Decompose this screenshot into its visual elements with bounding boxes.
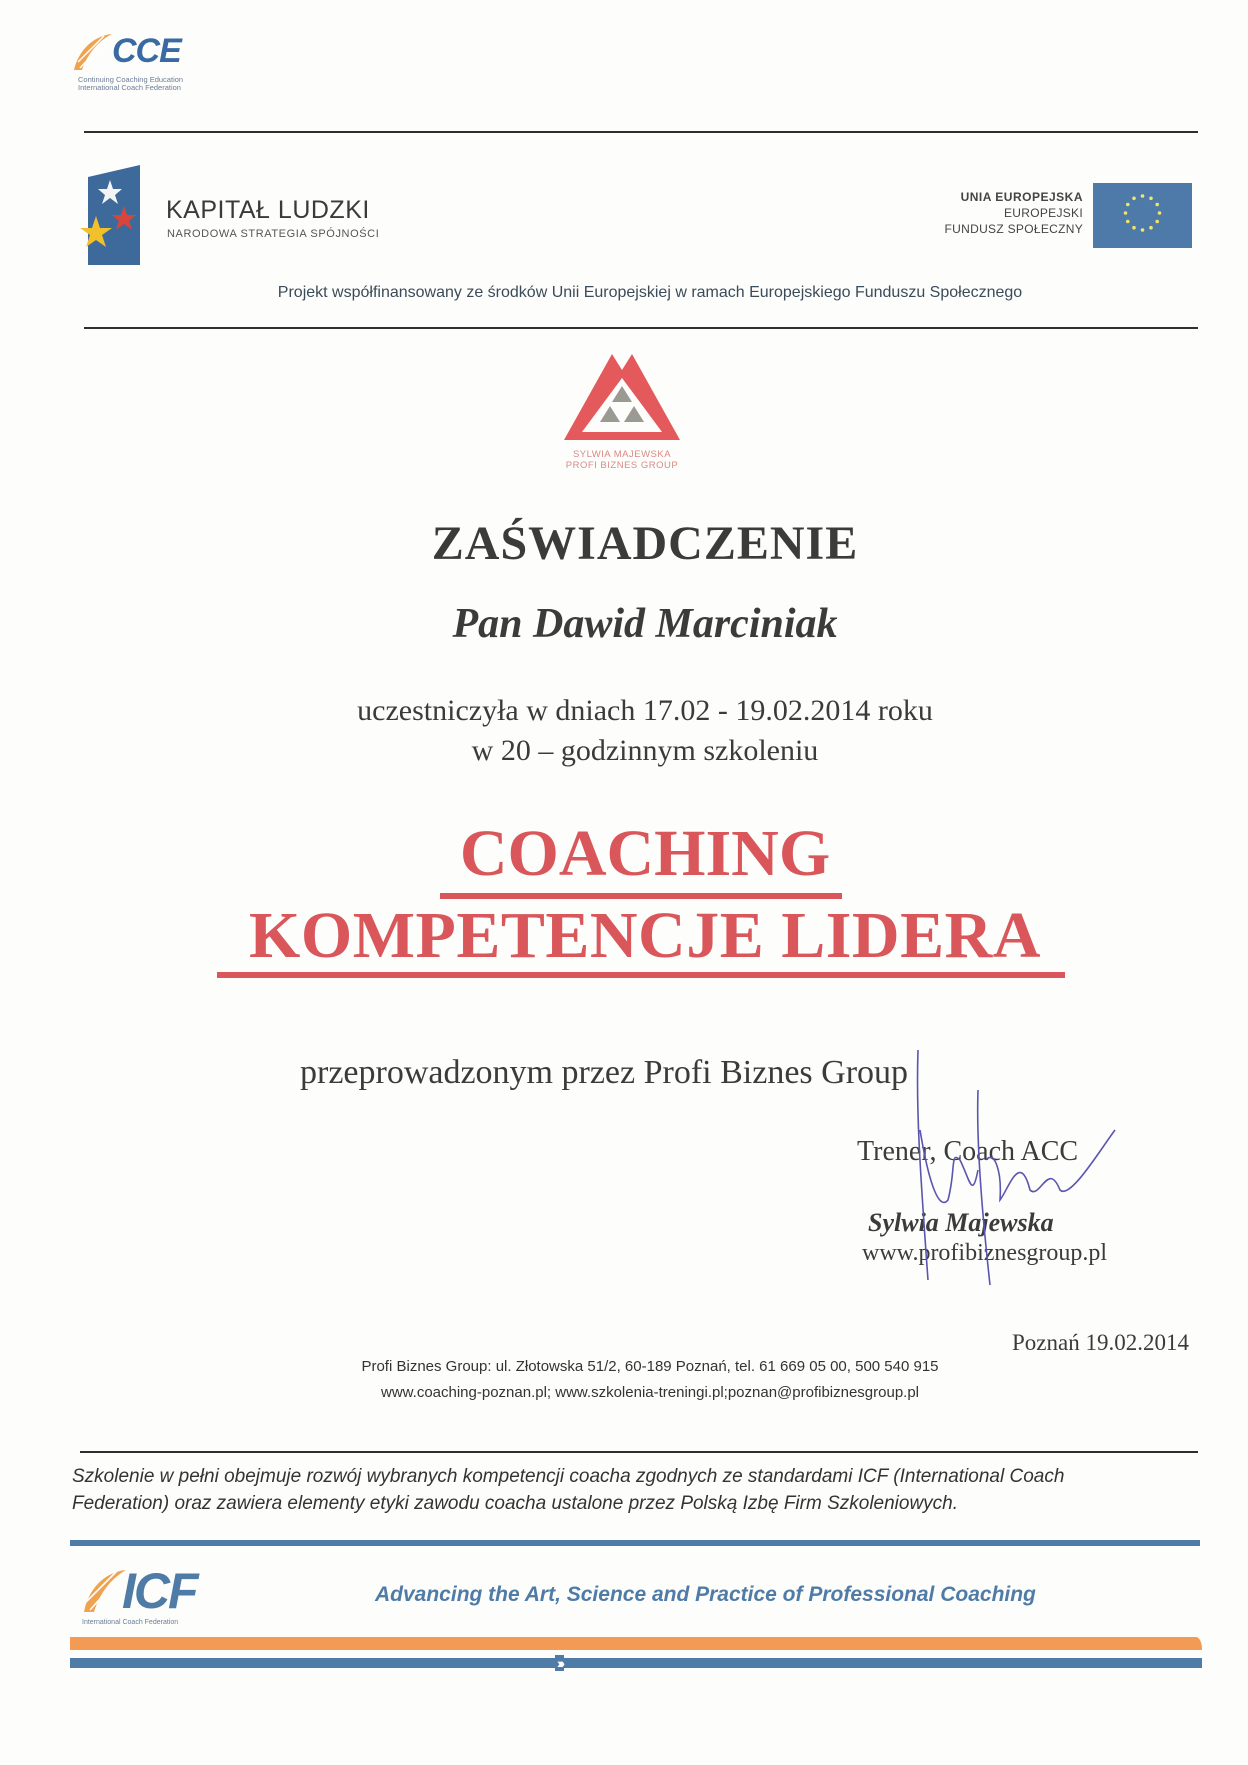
icf-subtitle: International Coach Federation <box>82 1619 179 1626</box>
handwritten-signature-icon <box>890 1050 1130 1310</box>
recipient-name: Pan Dawid Marciniak <box>452 601 838 647</box>
header-divider-bottom <box>84 327 1198 329</box>
footer-stripe-blue <box>70 1658 1202 1668</box>
chevrons-icon: ››› <box>557 1655 562 1671</box>
company-address: Profi Biznes Group: ul. Złotowska 51/2, 60-189 Poznań, tel. 61 669 05 00, 500 540 915 <box>361 1358 939 1375</box>
signer-role: Trener, Coach ACC <box>857 1136 1079 1167</box>
course-title-line-1: COACHING <box>459 817 831 890</box>
eu-label-union: UNIA EUROPEJSKA <box>960 190 1083 204</box>
participation-dates: uczestniczyła w dniach 17.02 - 19.02.2014 roku <box>357 694 933 727</box>
signer-website: www.profibiznesgroup.pl <box>862 1240 1108 1266</box>
stars-icon <box>76 176 146 256</box>
place-and-date: Poznań 19.02.2014 <box>1012 1330 1189 1355</box>
header-divider-top <box>84 131 1198 133</box>
project-funding-note: Projekt współfinansowany ze środków Unii Europejskiej w ramach Europejskiego Funduszu Społecznego <box>277 284 1023 301</box>
triangle-logo-icon <box>562 352 682 457</box>
conducted-by: przeprowadzonym przez Profi Biznes Group <box>300 1054 909 1091</box>
icf-wordmark: ICF <box>122 1563 197 1619</box>
eu-label-fund-1: EUROPEJSKI <box>1003 206 1083 220</box>
course-title-line-2: KOMPETENCJE LIDERA <box>249 899 1041 972</box>
note-divider <box>80 1451 1198 1453</box>
icf-tagline: Advancing the Art, Science and Practice of Professional Coaching <box>375 1583 1036 1606</box>
profi-biznes-group-logo <box>562 352 682 477</box>
logo-caption-company: PROFI BIZNES GROUP <box>565 460 679 471</box>
footer-stripe-orange <box>70 1637 1202 1650</box>
eu-label-fund-2: FUNDUSZ SPOŁECZNY <box>944 222 1083 236</box>
logo-caption-name: SYLWIA MAJEWSKA <box>572 449 672 460</box>
cce-wordmark: CCE <box>112 32 181 70</box>
company-websites: www.coaching-poznan.pl; www.szkolenia-treningi.pl;poznan@profibiznesgroup.pl <box>380 1384 920 1401</box>
icf-compliance-note-line-2: Federation) oraz zawiera elementy etyki zawodu coacha ustalone przez Polską Izbę Firm Szkoleniowych. <box>72 1493 959 1514</box>
icf-compliance-note-line-1: Szkolenie w pełni obejmuje rozwój wybranych kompetencji coacha zgodnych ze standardami ICF (International Coach <box>72 1466 1065 1487</box>
kapital-ludzki-title: KAPITAŁ LUDZKI <box>166 196 370 224</box>
eu-text-block <box>945 189 1083 237</box>
icf-logo <box>80 1562 230 1627</box>
eu-flag-icon <box>1093 183 1192 248</box>
signer-name: Sylwia Majewska <box>868 1208 1054 1237</box>
footer-stripe-top <box>70 1540 1200 1546</box>
cce-swoosh-icon <box>70 32 114 72</box>
icf-swoosh-icon <box>80 1566 128 1614</box>
kapital-ludzki-subtitle: NARODOWA STRATEGIA SPÓJNOŚCI <box>167 228 380 240</box>
cce-subtitle: Continuing Coaching Education International Coach Federation <box>78 75 184 92</box>
training-duration: w 20 – godzinnym szkoleniu <box>471 734 819 767</box>
certificate-title: ZAŚWIADCZENIE <box>431 517 859 570</box>
cce-logo <box>70 30 210 100</box>
course-title-underline-2 <box>217 972 1065 978</box>
